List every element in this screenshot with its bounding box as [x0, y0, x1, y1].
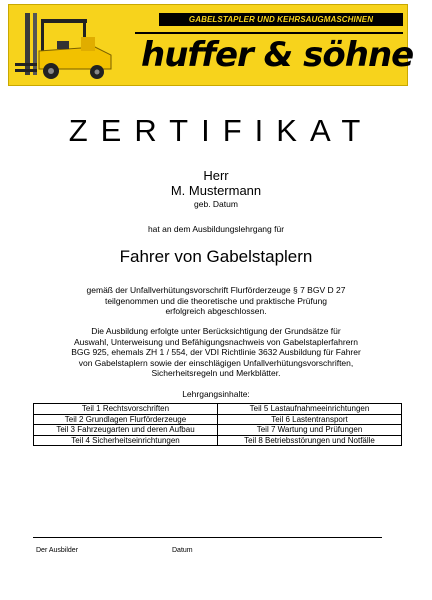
salutation: Herr [203, 168, 229, 183]
paragraph-line: erfolgreich abgeschlossen. [165, 306, 267, 316]
table-row [34, 425, 402, 436]
certificate-title: ZERTIFIKAT [68, 113, 374, 148]
trainer-signature-label: Der Ausbilder [36, 547, 79, 554]
paragraph-line: Sicherheitsregeln und Merkblätter. [151, 368, 281, 378]
contents-label: Lehrgangsinhalte: [182, 389, 250, 399]
table-cell: Teil 7 Wartung und Prüfungen [218, 425, 402, 436]
company-header [8, 4, 414, 86]
signature-line [33, 537, 382, 538]
table-cell: Teil 8 Betriebsstörungen und Notfälle [218, 435, 402, 446]
paragraph-line: gemäß der Unfallverhütungsvorschrift Flurförderzeuge § 7 BGV D 27 [86, 285, 346, 295]
table-cell: Teil 3 Fahrzeugarten und deren Aufbau [34, 425, 218, 436]
table-cell: Teil 2 Grundlagen Flurförderzeuge [34, 414, 218, 425]
participant-name: M. Mustermann [170, 183, 262, 198]
course-contents-table [33, 403, 402, 446]
table-row [34, 435, 402, 446]
paragraph-line: BGG 925, ehemals ZH 1 / 554, der VDI Richtlinie 3632 Ausbildung für Fahrer [71, 347, 361, 357]
table-row [34, 414, 402, 425]
paragraph-line: teilgenommen und die theoretische und praktische Prüfung [104, 295, 328, 306]
paragraph-line: von Gabelstaplern sowie der einschlägigen Unfallverhütungsvorschriften, [78, 357, 354, 368]
paragraph-line: Auswahl, Unterweisung und Befähigungsnachweis von Gabelstaplerfahrern [74, 336, 358, 347]
birthdate-label: geb. Datum [194, 199, 238, 209]
company-tagline: GABELSTAPLER UND KEHRSAUGMASCHINEN [159, 13, 403, 26]
table-row [34, 404, 402, 415]
table-cell: Teil 6 Lastentransport [218, 414, 402, 425]
regulation-paragraph [0, 285, 432, 317]
company-logo-text: huffer & söhne [141, 35, 414, 75]
table-cell: Teil 4 Sicherheitseinrichtungen [34, 435, 218, 446]
table-cell: Teil 5 Lastaufnahmeeinrichtungen [218, 404, 402, 415]
course-title: Fahrer von Gabelstaplern [119, 247, 313, 266]
training-basis-paragraph [0, 326, 432, 379]
date-label: Datum [172, 547, 193, 554]
table-cell: Teil 1 Rechtsvorschriften [34, 404, 218, 415]
participation-text: hat an dem Ausbildungslehrgang für [147, 224, 285, 234]
paragraph-line: Die Ausbildung erfolgte unter Berücksichtigung der Grundsätze für [91, 326, 341, 336]
forklift-logo-icon [11, 7, 139, 83]
